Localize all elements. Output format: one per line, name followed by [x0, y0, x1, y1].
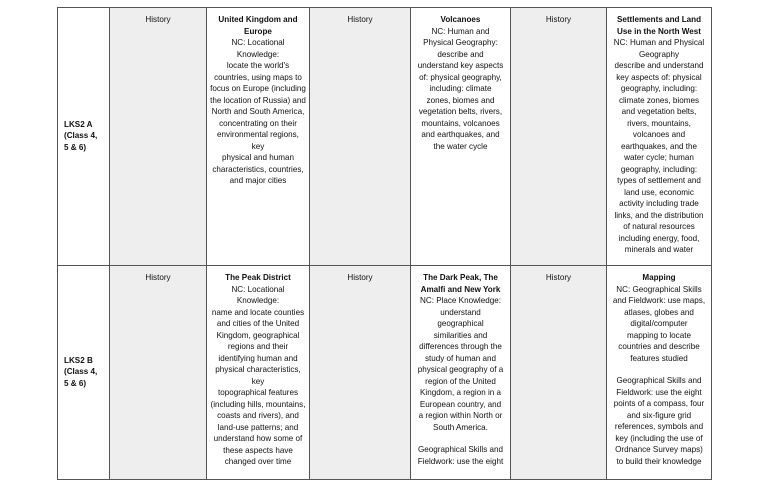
subject-cell	[110, 266, 207, 480]
class-label-cell	[58, 266, 110, 480]
unit-title: Settlements and Land Use in the North West	[616, 15, 702, 36]
subject-label: History	[145, 273, 171, 282]
subject-label: History	[347, 15, 373, 24]
subject-label: History	[145, 15, 171, 24]
subject-cell	[511, 266, 607, 480]
subject-label: History	[545, 273, 572, 282]
unit-description: NC: Human and Physical Geography: describe and understand key aspects of: physical geography, including: climate zones, biomes and vegetation belts, rivers, mountains, volcanoes and earthquakes, and the water cycle	[417, 26, 504, 151]
table-row	[58, 8, 712, 266]
curriculum-table	[57, 7, 712, 480]
unit-description: NC: Geographical Skills and Fieldwork: use maps, atlases, globes and digital/computer mapping to locate countries and describe features studied	[612, 284, 706, 363]
class-label: LKS2 A (Class 4, 5 & 6)	[64, 119, 98, 152]
unit-description-extra: Geographical Skills and Fieldwork: use the eight points of a compass, four and six-figure grid references, symbols and key (including the use of Ordnance Survey maps) to build their knowledge	[613, 376, 705, 466]
subject-label: History	[545, 15, 572, 24]
unit-title: Volcanoes	[440, 15, 481, 24]
unit-cell	[411, 8, 511, 266]
subject-cell	[310, 8, 411, 266]
unit-title: The Peak District	[225, 273, 291, 282]
class-label: LKS2 B (Class 4, 5 & 6)	[64, 355, 98, 388]
subject-label: History	[347, 273, 373, 282]
unit-description: NC: Locational Knowledge: locate the world's countries, using maps to focus on Europe (including the location of Russia) and North and South America, concentrating on their environmental regions, key physical and human characteristics, countries, and major cities	[210, 38, 306, 185]
subject-cell	[511, 8, 607, 266]
unit-cell	[607, 8, 712, 266]
unit-cell	[207, 8, 310, 266]
unit-title: The Dark Peak, The Amalfi and New York	[420, 273, 501, 294]
unit-description-extra: Geographical Skills and Fieldwork: use the eight	[417, 445, 504, 466]
class-label-cell	[58, 8, 110, 266]
unit-title: Mapping	[642, 273, 676, 282]
subject-cell	[110, 8, 207, 266]
unit-cell	[207, 266, 310, 480]
table-row	[58, 266, 712, 480]
unit-cell	[607, 266, 712, 480]
unit-title: United Kingdom and Europe	[218, 15, 298, 36]
unit-cell	[411, 266, 511, 480]
unit-description: NC: Human and Physical Geography describe and understand key aspects of: physical geography, including: climate zones, biomes and vegetation belts, rivers, mountains, volcanoes and earthquakes, and the water cycle; human geography, including: types of settlement and land use, economic activity including trade links, and the distribution of natural resources including energy, food, minerals and water	[613, 38, 705, 254]
subject-cell	[310, 266, 411, 480]
unit-description: NC: Locational Knowledge: name and locate counties and cities of the United Kingdom, geographical regions and their identifying human and physical characteristics, key topographical features (including hills, mountains, coasts and rivers), and land-use patterns; and understand how some of these aspects have changed over time	[210, 284, 306, 466]
unit-description: NC: Place Knowledge: understand geographical similarities and differences through the study of human and physical geography of a region of the United Kingdom, a region in a European country, and a region within North or South America.	[417, 296, 504, 432]
